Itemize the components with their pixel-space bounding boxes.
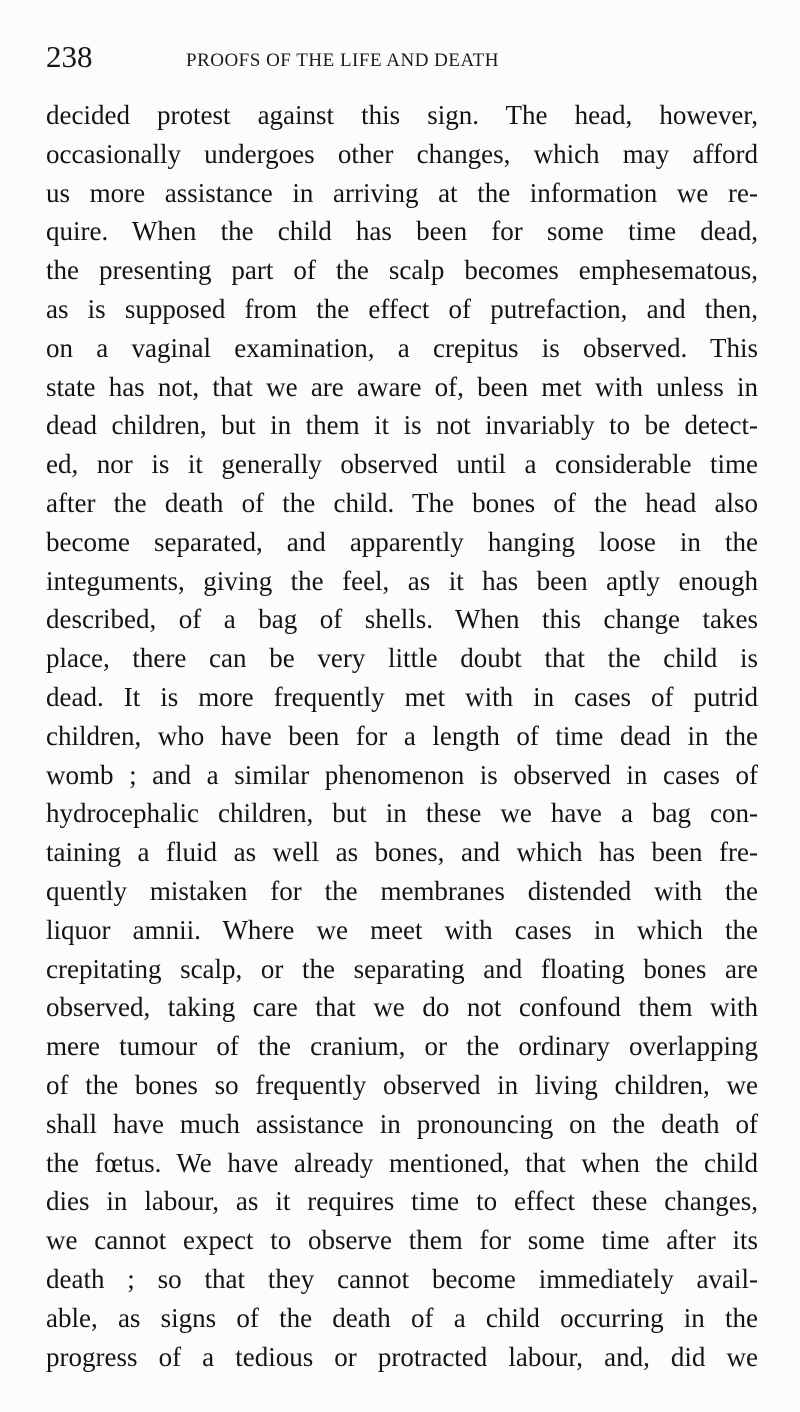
- text-line: occasionally undergoes other changes, which may afford: [46, 138, 758, 169]
- text-line: dead. It is more frequently met with in cases of putrid: [46, 681, 758, 712]
- text-line: progress of a tedious or protracted labour, and, did we: [46, 1341, 758, 1372]
- text-line: after the death of the child. The bones of the head also: [46, 487, 758, 518]
- text-line: decided protest against this sign. The head, however,: [46, 100, 758, 130]
- text-line: quently mistaken for the membranes distended with the: [46, 875, 758, 906]
- text-line: the presenting part of the scalp becomes emphesematous,: [46, 255, 758, 286]
- text-line: as is supposed from the effect of putrefaction, and then,: [46, 293, 758, 324]
- text-line: state has not, that we are aware of, been met with unless in: [46, 371, 758, 402]
- text-line: described, of a bag of shells. When this change takes: [46, 604, 758, 635]
- text-line: on a vaginal examination, a crepitus is observed. This: [46, 332, 758, 363]
- text-line: shall have much assistance in pronouncing on the death of: [46, 1108, 758, 1139]
- text-line: mere tumour of the cranium, or the ordinary overlapping: [46, 1031, 758, 1062]
- page-header: [46, 40, 758, 80]
- text-line: become separated, and apparently hanging loose in the: [46, 526, 758, 557]
- text-line: us more assistance in arriving at the information we re-: [46, 177, 758, 208]
- text-line: crepitating scalp, or the separating and floating bones are: [46, 953, 758, 984]
- text-line: death ; so that they cannot become immediately avail-: [46, 1263, 758, 1294]
- text-line: ed, nor is it generally observed until a considerable time: [46, 449, 758, 480]
- text-line: the fœtus. We have already mentioned, that when the child: [46, 1147, 758, 1178]
- text-line: integuments, giving the feel, as it has been aptly enough: [46, 565, 758, 596]
- text-line: taining a fluid as well as bones, and which has been fre-: [46, 837, 758, 868]
- text-line: of the bones so frequently observed in living children, we: [46, 1069, 758, 1100]
- text-line: womb ; and a similar phenomenon is observed in cases of: [46, 759, 758, 790]
- running-title: PROOFS OF THE LIFE AND DEATH: [186, 50, 499, 71]
- page-number: 238: [46, 39, 93, 74]
- text-line: hydrocephalic children, but in these we have a bag con-: [46, 798, 758, 829]
- text-line: children, who have been for a length of time dead in the: [46, 720, 758, 751]
- text-line: we cannot expect to observe them for some time after its: [46, 1225, 758, 1256]
- text-line: quire. When the child has been for some time dead,: [46, 216, 758, 247]
- body-text: [46, 96, 758, 1376]
- text-line: able, as signs of the death of a child occurring in the: [46, 1302, 758, 1333]
- text-line: place, there can be very little doubt that the child is: [46, 643, 758, 674]
- text-line: observed, taking care that we do not confound them with: [46, 992, 758, 1023]
- text-line: dead children, but in them it is not invariably to be detect-: [46, 410, 758, 441]
- text-line: liquor amnii. Where we meet with cases in which the: [46, 914, 758, 945]
- text-line: dies in labour, as it requires time to effect these changes,: [46, 1186, 758, 1217]
